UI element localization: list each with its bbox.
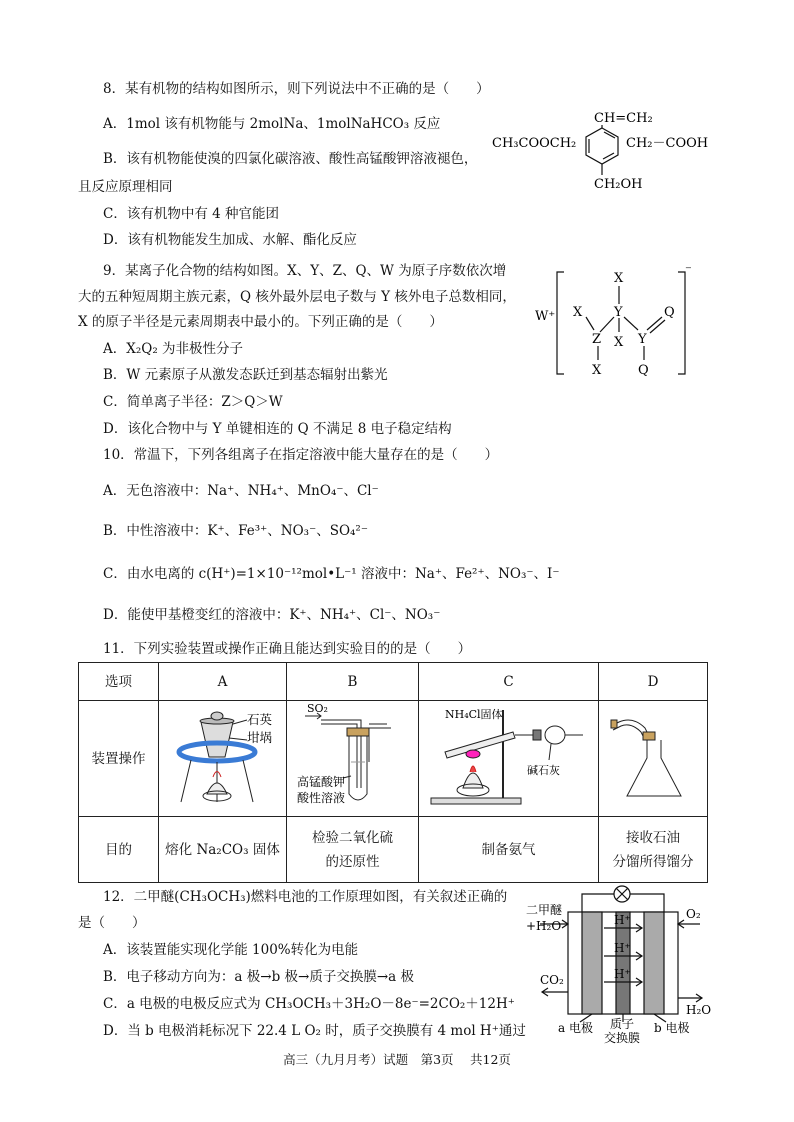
label-electrode-b: b 电极 [654,1021,690,1035]
q11-experiment-table [78,662,708,883]
row-label-apparatus: 装置操作 [79,701,159,817]
label-proton-3: H⁺ [614,967,631,981]
purpose-d-line-1: 接收石油 [626,829,680,846]
q8-option-d: D．该有机物能发生加成、水解、酯化反应 [103,232,357,248]
row-label-purpose: 目的 [79,817,159,883]
q9-atom-z: Z [592,332,602,347]
label-soda-lime: 碱石灰 [526,763,560,777]
q8-structure-figure [490,104,720,196]
purpose-d-line-2: 分馏所得馏分 [612,853,694,870]
table-row-purpose [79,817,708,883]
label-so2: SO₂ [306,701,328,715]
q9-atom-x-left: X [573,305,583,320]
label-crucible: 坩埚 [246,729,272,745]
q9-stem-3: X 的原子半径是元素周期表中最小的。下列正确的是（ ） [78,314,443,330]
label-fuel-water: +H₂O [526,919,562,933]
q8-option-a: A．1mol 该有机物能与 2molNa、1molNaHCO₃ 反应 [103,116,441,132]
q9-atom-y-right: Y [638,332,647,347]
q12-option-c: C．a 电极的电极反应式为 CH₃OCH₃＋3H₂O－8e⁻=2CO₂＋12H⁺ [103,996,515,1012]
q9-atom-w: W⁺ [535,309,556,324]
header-option: 选项 [79,663,159,701]
q9-option-a: A．X₂Q₂ 为非极性分子 [103,341,244,357]
apparatus-c [419,701,599,817]
label-quartz: 石英 [246,711,272,727]
q8-option-b: B．该有机物能使溴的四氯化碳溶液、酸性高锰酸钾溶液褪色， [103,151,478,167]
apparatus-a [159,701,287,817]
q8-group-right: CH₂－COOH [626,136,709,151]
q9-atom-q-right: Q [664,305,675,320]
purpose-b-line-2: 的还原性 [325,853,380,870]
crucible-heating-figure [163,702,283,808]
apparatus-d [599,701,708,817]
q8-group-top: CH=CH₂ [594,111,653,126]
q9-atom-x-bottom: X [592,363,602,378]
q8-stem: 8．某有机物的结构如图所示，则下列说法中不正确的是（ ） [103,81,490,97]
label-co2: CO₂ [540,973,564,987]
q8-option-c: C．该有机物中有 4 种官能团 [103,206,280,222]
q8-group-left: CH₃COOCH₂ [492,136,577,151]
label-nh4cl: NH₄Cl固体 [444,707,503,721]
q9-structure-figure [530,262,700,382]
label-h2o: H₂O [686,1003,712,1017]
left-bracket [557,272,564,374]
label-membrane-2: 交换膜 [604,1031,641,1044]
q9-charge-minus: ⁻ [685,263,692,278]
q10-option-a: A．无色溶液中：Na⁺、NH₄⁺、MnO₄⁻、Cl⁻ [103,483,379,499]
q9-atom-x-top: X [614,271,624,286]
header-c: C [419,663,599,701]
q11-stem: 11．下列实验装置或操作正确且能达到实验目的的是（ ） [103,641,472,657]
q10-option-c: C．由水电离的 c(H⁺)=1×10⁻¹²mol•L⁻¹ 溶液中：Na⁺、Fe²⁺、NO₃⁻、I⁻ [103,566,560,582]
header-a: A [159,663,287,701]
q10-option-b: B．中性溶液中：K⁺、Fe³⁺、NO₃⁻、SO₄²⁻ [103,523,368,539]
label-o2: O₂ [686,907,701,921]
q9-atom-x-mid: X [614,335,624,350]
q12-option-a: A．该装置能实现化学能 100%转化为电能 [103,942,359,958]
header-d: D [599,663,708,701]
right-bracket [678,272,685,374]
purpose-b [287,817,419,883]
so2-test-tube-figure [291,702,415,808]
q12-option-d: D．当 b 电极消耗标况下 22.4 L O₂ 时，质子交换膜有 4 mol H⁺通过 [103,1023,526,1039]
purpose-c: 制备氨气 [419,817,599,883]
q10-stem: 10．常温下，下列各组离子在指定溶液中能大量存在的是（ ） [103,447,499,463]
q9-atom-y-center: Y [614,305,623,320]
q12-stem-1: 12．二甲醚(CH₃OCH₃)燃料电池的工作原理如图，有关叙述正确的 [103,889,508,905]
purpose-b-line-1: 检验二氧化硫 [312,829,393,846]
label-proton-2: H⁺ [614,941,631,955]
header-b: B [287,663,419,701]
q9-stem-2: 大的五种短周期主族元素，Q 核外最外层电子数与 Y 核外电子总数相同， [78,289,516,305]
label-fuel: 二甲醚 [526,903,563,917]
q12-stem-2: 是（ ） [78,915,146,931]
q8-group-bottom: CH₂OH [594,177,643,192]
label-electrode-a: a 电极 [558,1021,593,1035]
q9-option-b: B．W 元素原子从激发态跃迁到基态辐射出紫光 [103,367,388,383]
q12-option-b: B．电子移动方向为：a 极→b 极→质子交换膜→a 极 [103,969,414,985]
table-header-row [79,663,708,701]
table-row-apparatus [79,701,708,817]
page-footer: 高三（九月月考）试题 第3页 共12页 [283,1052,511,1067]
q8-option-b-cont: 且反应原理相同 [78,179,173,195]
q10-option-d: D．能使甲基橙变红的溶液中：K⁺、NH₄⁺、Cl⁻、NO₃⁻ [103,607,441,623]
label-membrane-1: 质子 [610,1017,635,1031]
q12-fuel-cell-figure [524,882,724,1044]
label-proton-1: H⁺ [614,913,631,927]
label-acid-solution: 酸性溶液 [296,790,345,805]
q9-option-d: D．该化合物中与 Y 单键相连的 Q 不满足 8 电子稳定结构 [103,421,452,437]
benzene-ring [586,125,618,175]
q9-stem-1: 9．某离子化合物的结构如图。X、Y、Z、Q、W 为原子序数依次增 [103,263,507,279]
q9-atom-q-bottom: Q [638,363,649,378]
distillate-collect-figure [603,702,703,808]
purpose-a: 熔化 Na₂CO₃ 固体 [159,817,287,883]
purpose-d [599,817,708,883]
q9-option-c: C．简单离子半径：Z＞Q＞W [103,394,283,410]
ammonia-prep-figure [423,702,595,808]
label-kmno4: 高锰酸钾 [296,774,345,789]
apparatus-b [287,701,419,817]
